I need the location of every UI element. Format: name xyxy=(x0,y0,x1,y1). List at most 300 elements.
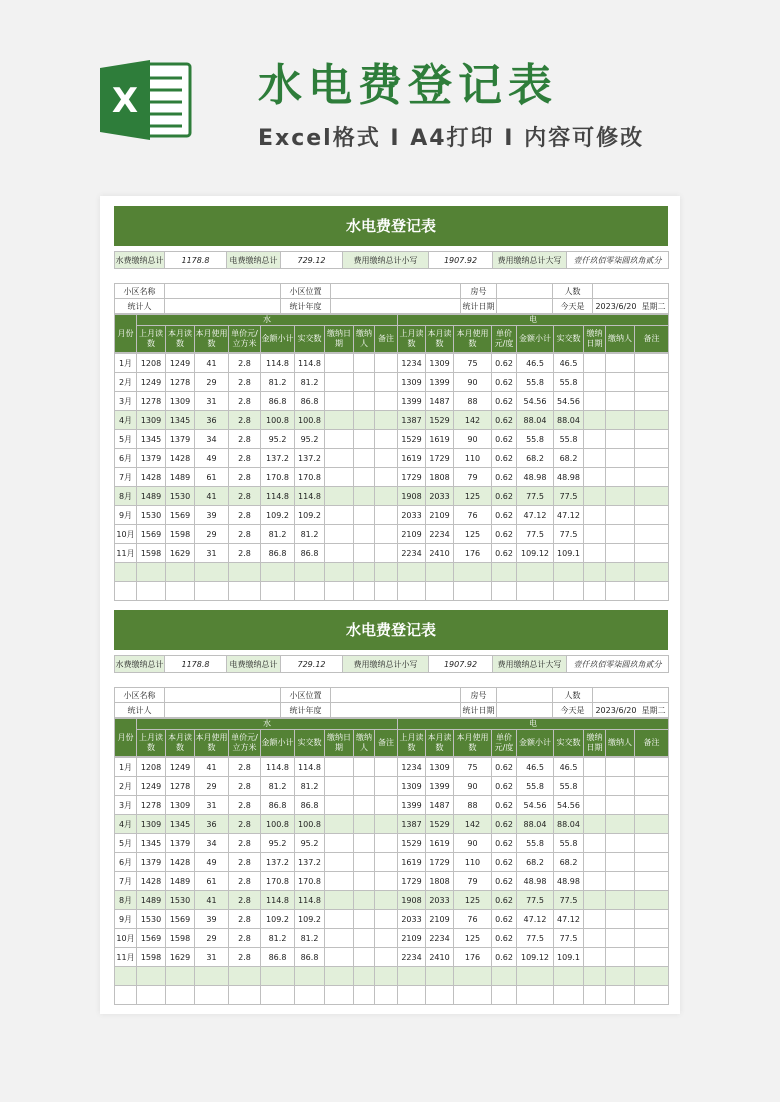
table-cell[interactable] xyxy=(554,967,584,986)
table-cell[interactable]: 0.62 xyxy=(492,872,517,891)
table-cell[interactable]: 2.8 xyxy=(229,853,261,872)
table-cell[interactable]: 81.2 xyxy=(295,525,325,544)
table-cell[interactable] xyxy=(325,449,354,468)
table-cell[interactable]: 88.04 xyxy=(517,411,554,430)
table-cell[interactable]: 125 xyxy=(454,929,492,948)
table-cell[interactable] xyxy=(261,563,295,582)
table-cell[interactable]: 81.2 xyxy=(261,777,295,796)
community-name-value[interactable] xyxy=(165,284,281,299)
table-cell[interactable]: 125 xyxy=(454,525,492,544)
table-cell[interactable]: 1278 xyxy=(137,796,166,815)
table-cell[interactable]: 109.12 xyxy=(517,948,554,967)
table-cell[interactable]: 90 xyxy=(454,373,492,392)
table-cell[interactable]: 114.8 xyxy=(295,891,325,910)
table-cell[interactable] xyxy=(635,449,669,468)
table-cell[interactable]: 0.62 xyxy=(492,948,517,967)
room-no-value[interactable] xyxy=(497,284,553,299)
table-cell[interactable] xyxy=(354,411,375,430)
table-cell[interactable] xyxy=(606,582,635,601)
table-cell[interactable] xyxy=(584,796,606,815)
table-cell[interactable] xyxy=(606,411,635,430)
table-cell[interactable] xyxy=(635,563,669,582)
table-cell[interactable]: 1345 xyxy=(166,411,195,430)
table-cell[interactable]: 0.62 xyxy=(492,430,517,449)
table-cell[interactable] xyxy=(584,411,606,430)
table-cell[interactable]: 142 xyxy=(454,815,492,834)
table-cell[interactable]: 1379 xyxy=(137,449,166,468)
table-cell[interactable] xyxy=(554,582,584,601)
table-cell[interactable]: 1345 xyxy=(137,834,166,853)
table-cell[interactable]: 114.8 xyxy=(261,354,295,373)
table-cell[interactable]: 1387 xyxy=(398,411,426,430)
table-cell[interactable]: 1729 xyxy=(398,468,426,487)
table-cell[interactable]: 48.98 xyxy=(554,872,584,891)
table-cell[interactable]: 100.8 xyxy=(261,411,295,430)
table-cell[interactable] xyxy=(584,430,606,449)
table-cell[interactable]: 114.8 xyxy=(261,758,295,777)
table-cell[interactable]: 1399 xyxy=(398,392,426,411)
table-cell[interactable]: 0.62 xyxy=(492,525,517,544)
table-cell[interactable] xyxy=(354,967,375,986)
table-cell[interactable] xyxy=(635,392,669,411)
table-cell[interactable]: 2.8 xyxy=(229,872,261,891)
table-cell[interactable] xyxy=(295,582,325,601)
community-name-value[interactable] xyxy=(165,688,281,703)
table-cell[interactable]: 125 xyxy=(454,487,492,506)
table-cell[interactable]: 1569 xyxy=(166,910,195,929)
table-cell[interactable]: 176 xyxy=(454,544,492,563)
people-value[interactable] xyxy=(593,284,669,299)
table-cell[interactable]: 86.8 xyxy=(295,948,325,967)
table-cell[interactable]: 1908 xyxy=(398,487,426,506)
table-cell[interactable] xyxy=(325,354,354,373)
people-value[interactable] xyxy=(593,688,669,703)
table-cell[interactable]: 170.8 xyxy=(261,872,295,891)
table-cell[interactable]: 81.2 xyxy=(295,929,325,948)
table-cell[interactable] xyxy=(426,563,454,582)
table-cell[interactable]: 1208 xyxy=(137,354,166,373)
table-cell[interactable] xyxy=(635,544,669,563)
table-cell[interactable] xyxy=(635,777,669,796)
table-cell[interactable]: 39 xyxy=(195,506,229,525)
table-cell[interactable]: 137.2 xyxy=(261,449,295,468)
table-cell[interactable]: 2109 xyxy=(426,506,454,525)
table-cell[interactable]: 76 xyxy=(454,910,492,929)
table-cell[interactable]: 77.5 xyxy=(554,487,584,506)
table-cell[interactable]: 48.98 xyxy=(517,872,554,891)
table-cell[interactable] xyxy=(166,563,195,582)
table-cell[interactable]: 81.2 xyxy=(295,777,325,796)
table-cell[interactable]: 5月 xyxy=(115,430,137,449)
table-cell[interactable] xyxy=(375,815,398,834)
table-cell[interactable] xyxy=(398,986,426,1005)
table-cell[interactable] xyxy=(606,872,635,891)
table-cell[interactable]: 2410 xyxy=(426,544,454,563)
table-cell[interactable] xyxy=(606,910,635,929)
table-cell[interactable] xyxy=(426,582,454,601)
table-cell[interactable]: 2.8 xyxy=(229,891,261,910)
table-cell[interactable] xyxy=(325,796,354,815)
table-cell[interactable] xyxy=(635,506,669,525)
table-cell[interactable]: 1489 xyxy=(166,468,195,487)
table-cell[interactable] xyxy=(354,815,375,834)
table-cell[interactable]: 55.8 xyxy=(554,834,584,853)
table-cell[interactable] xyxy=(426,986,454,1005)
table-cell[interactable] xyxy=(354,525,375,544)
table-cell[interactable]: 176 xyxy=(454,948,492,967)
table-cell[interactable]: 1619 xyxy=(426,430,454,449)
table-cell[interactable] xyxy=(635,411,669,430)
table-cell[interactable]: 95.2 xyxy=(295,430,325,449)
table-cell[interactable]: 88 xyxy=(454,796,492,815)
room-no-value[interactable] xyxy=(497,688,553,703)
table-cell[interactable]: 2.8 xyxy=(229,449,261,468)
table-cell[interactable] xyxy=(375,891,398,910)
table-cell[interactable]: 2.8 xyxy=(229,544,261,563)
table-cell[interactable]: 114.8 xyxy=(295,487,325,506)
table-cell[interactable] xyxy=(325,468,354,487)
table-cell[interactable]: 77.5 xyxy=(517,891,554,910)
table-cell[interactable] xyxy=(354,777,375,796)
table-cell[interactable]: 36 xyxy=(195,411,229,430)
table-cell[interactable] xyxy=(635,986,669,1005)
table-cell[interactable]: 109.12 xyxy=(517,544,554,563)
table-cell[interactable] xyxy=(195,582,229,601)
table-cell[interactable] xyxy=(354,392,375,411)
table-cell[interactable]: 109.1 xyxy=(554,948,584,967)
table-cell[interactable]: 81.2 xyxy=(261,929,295,948)
table-cell[interactable] xyxy=(584,468,606,487)
table-cell[interactable]: 0.62 xyxy=(492,796,517,815)
table-cell[interactable]: 55.8 xyxy=(517,834,554,853)
table-cell[interactable] xyxy=(137,967,166,986)
table-cell[interactable]: 1249 xyxy=(166,354,195,373)
table-cell[interactable] xyxy=(606,967,635,986)
table-cell[interactable]: 2.8 xyxy=(229,525,261,544)
table-cell[interactable]: 114.8 xyxy=(295,354,325,373)
table-cell[interactable]: 1234 xyxy=(398,758,426,777)
table-cell[interactable]: 1808 xyxy=(426,468,454,487)
table-cell[interactable]: 2.8 xyxy=(229,796,261,815)
table-cell[interactable]: 1387 xyxy=(398,815,426,834)
table-cell[interactable]: 7月 xyxy=(115,468,137,487)
table-cell[interactable]: 11月 xyxy=(115,948,137,967)
table-cell[interactable]: 170.8 xyxy=(261,468,295,487)
table-cell[interactable]: 1529 xyxy=(426,815,454,834)
table-cell[interactable] xyxy=(635,853,669,872)
table-cell[interactable]: 1428 xyxy=(166,853,195,872)
table-cell[interactable] xyxy=(398,967,426,986)
table-cell[interactable]: 81.2 xyxy=(261,373,295,392)
table-cell[interactable]: 2109 xyxy=(398,929,426,948)
table-cell[interactable]: 2234 xyxy=(426,929,454,948)
table-cell[interactable] xyxy=(606,948,635,967)
table-cell[interactable]: 0.62 xyxy=(492,392,517,411)
table-cell[interactable]: 0.62 xyxy=(492,834,517,853)
table-cell[interactable]: 1569 xyxy=(137,525,166,544)
table-cell[interactable] xyxy=(454,582,492,601)
table-cell[interactable]: 55.8 xyxy=(554,430,584,449)
table-cell[interactable]: 110 xyxy=(454,449,492,468)
table-cell[interactable] xyxy=(325,853,354,872)
table-cell[interactable]: 10月 xyxy=(115,929,137,948)
table-cell[interactable]: 1598 xyxy=(166,525,195,544)
table-cell[interactable] xyxy=(195,986,229,1005)
table-cell[interactable]: 2.8 xyxy=(229,373,261,392)
table-cell[interactable] xyxy=(584,853,606,872)
table-cell[interactable]: 8月 xyxy=(115,891,137,910)
table-cell[interactable]: 1489 xyxy=(166,872,195,891)
table-cell[interactable] xyxy=(606,354,635,373)
table-cell[interactable]: 46.5 xyxy=(517,758,554,777)
table-cell[interactable]: 1619 xyxy=(398,853,426,872)
table-cell[interactable] xyxy=(325,392,354,411)
elec-total-value[interactable]: 729.12 xyxy=(281,252,343,269)
table-cell[interactable]: 49 xyxy=(195,449,229,468)
stat-person-value[interactable] xyxy=(165,703,281,718)
table-cell[interactable]: 1598 xyxy=(137,544,166,563)
table-cell[interactable]: 2234 xyxy=(398,948,426,967)
table-cell[interactable]: 75 xyxy=(454,758,492,777)
table-cell[interactable]: 1489 xyxy=(137,487,166,506)
table-cell[interactable]: 2.8 xyxy=(229,815,261,834)
table-cell[interactable] xyxy=(492,986,517,1005)
table-cell[interactable] xyxy=(325,430,354,449)
table-cell[interactable]: 137.2 xyxy=(295,449,325,468)
table-cell[interactable] xyxy=(606,449,635,468)
table-cell[interactable] xyxy=(584,582,606,601)
table-cell[interactable] xyxy=(375,354,398,373)
table-cell[interactable]: 1309 xyxy=(426,354,454,373)
table-cell[interactable] xyxy=(325,758,354,777)
table-cell[interactable]: 2033 xyxy=(426,487,454,506)
table-cell[interactable]: 1598 xyxy=(166,929,195,948)
table-cell[interactable]: 31 xyxy=(195,796,229,815)
table-cell[interactable] xyxy=(115,967,137,986)
table-cell[interactable]: 1530 xyxy=(166,891,195,910)
table-cell[interactable]: 86.8 xyxy=(261,948,295,967)
community-location-value[interactable] xyxy=(331,284,461,299)
table-cell[interactable]: 81.2 xyxy=(295,373,325,392)
table-cell[interactable] xyxy=(635,796,669,815)
table-cell[interactable]: 1278 xyxy=(166,777,195,796)
table-cell[interactable] xyxy=(606,563,635,582)
table-cell[interactable]: 2.8 xyxy=(229,948,261,967)
table-cell[interactable] xyxy=(584,948,606,967)
table-cell[interactable] xyxy=(635,948,669,967)
table-cell[interactable]: 1619 xyxy=(398,449,426,468)
fee-big-value[interactable]: 壹仟玖佰零柒圆玖角贰分 xyxy=(567,656,669,673)
table-cell[interactable]: 11月 xyxy=(115,544,137,563)
table-cell[interactable]: 0.62 xyxy=(492,449,517,468)
table-cell[interactable]: 61 xyxy=(195,872,229,891)
table-cell[interactable] xyxy=(375,872,398,891)
table-cell[interactable] xyxy=(375,411,398,430)
table-cell[interactable] xyxy=(166,967,195,986)
stat-person-value[interactable] xyxy=(165,299,281,314)
table-cell[interactable] xyxy=(606,468,635,487)
table-cell[interactable]: 1530 xyxy=(137,910,166,929)
table-cell[interactable]: 5月 xyxy=(115,834,137,853)
table-cell[interactable]: 1309 xyxy=(398,373,426,392)
table-cell[interactable] xyxy=(137,563,166,582)
table-cell[interactable] xyxy=(354,834,375,853)
table-cell[interactable]: 170.8 xyxy=(295,872,325,891)
table-cell[interactable] xyxy=(375,487,398,506)
table-cell[interactable]: 81.2 xyxy=(261,525,295,544)
table-cell[interactable] xyxy=(354,487,375,506)
table-cell[interactable] xyxy=(295,967,325,986)
table-cell[interactable]: 54.56 xyxy=(517,796,554,815)
table-cell[interactable]: 1569 xyxy=(166,506,195,525)
table-cell[interactable] xyxy=(584,872,606,891)
table-cell[interactable]: 2.8 xyxy=(229,929,261,948)
table-cell[interactable]: 68.2 xyxy=(554,449,584,468)
table-cell[interactable]: 47.12 xyxy=(554,910,584,929)
table-cell[interactable] xyxy=(606,487,635,506)
table-cell[interactable]: 77.5 xyxy=(554,891,584,910)
table-cell[interactable]: 0.62 xyxy=(492,506,517,525)
table-cell[interactable]: 1729 xyxy=(426,449,454,468)
table-cell[interactable] xyxy=(325,834,354,853)
table-cell[interactable]: 2109 xyxy=(398,525,426,544)
table-cell[interactable] xyxy=(295,563,325,582)
table-cell[interactable]: 34 xyxy=(195,430,229,449)
water-total-value[interactable]: 1178.8 xyxy=(165,656,227,673)
table-cell[interactable]: 1489 xyxy=(137,891,166,910)
table-cell[interactable]: 2234 xyxy=(398,544,426,563)
table-cell[interactable] xyxy=(584,986,606,1005)
table-cell[interactable] xyxy=(584,891,606,910)
table-cell[interactable] xyxy=(137,582,166,601)
table-cell[interactable] xyxy=(354,449,375,468)
table-cell[interactable] xyxy=(635,834,669,853)
table-cell[interactable]: 0.62 xyxy=(492,411,517,430)
table-cell[interactable] xyxy=(229,986,261,1005)
table-cell[interactable] xyxy=(454,563,492,582)
table-cell[interactable]: 1249 xyxy=(137,373,166,392)
table-cell[interactable]: 137.2 xyxy=(261,853,295,872)
table-cell[interactable] xyxy=(398,563,426,582)
table-cell[interactable] xyxy=(375,449,398,468)
table-cell[interactable] xyxy=(606,796,635,815)
table-cell[interactable]: 8月 xyxy=(115,487,137,506)
table-cell[interactable]: 68.2 xyxy=(554,853,584,872)
table-cell[interactable]: 1729 xyxy=(426,853,454,872)
table-cell[interactable] xyxy=(454,986,492,1005)
table-cell[interactable]: 2.8 xyxy=(229,506,261,525)
table-cell[interactable]: 2033 xyxy=(398,506,426,525)
table-cell[interactable] xyxy=(606,544,635,563)
table-cell[interactable]: 1569 xyxy=(137,929,166,948)
table-cell[interactable] xyxy=(166,582,195,601)
table-cell[interactable]: 1529 xyxy=(398,834,426,853)
table-cell[interactable] xyxy=(354,544,375,563)
elec-total-value[interactable]: 729.12 xyxy=(281,656,343,673)
table-cell[interactable] xyxy=(492,967,517,986)
table-cell[interactable] xyxy=(354,582,375,601)
stat-date-value[interactable] xyxy=(497,703,553,718)
table-cell[interactable]: 31 xyxy=(195,948,229,967)
table-cell[interactable]: 9月 xyxy=(115,506,137,525)
table-cell[interactable]: 46.5 xyxy=(554,758,584,777)
table-cell[interactable]: 1487 xyxy=(426,796,454,815)
table-cell[interactable]: 2.8 xyxy=(229,777,261,796)
table-cell[interactable] xyxy=(354,853,375,872)
table-cell[interactable]: 36 xyxy=(195,815,229,834)
table-cell[interactable] xyxy=(584,354,606,373)
table-cell[interactable] xyxy=(325,815,354,834)
table-cell[interactable] xyxy=(261,967,295,986)
table-cell[interactable]: 6月 xyxy=(115,853,137,872)
table-cell[interactable] xyxy=(325,929,354,948)
table-cell[interactable] xyxy=(229,582,261,601)
table-cell[interactable] xyxy=(606,373,635,392)
table-cell[interactable]: 95.2 xyxy=(261,834,295,853)
table-cell[interactable] xyxy=(375,910,398,929)
table-cell[interactable]: 95.2 xyxy=(295,834,325,853)
table-cell[interactable]: 3月 xyxy=(115,392,137,411)
table-cell[interactable]: 47.12 xyxy=(554,506,584,525)
table-cell[interactable] xyxy=(635,430,669,449)
table-cell[interactable] xyxy=(584,449,606,468)
table-cell[interactable]: 55.8 xyxy=(554,777,584,796)
table-cell[interactable]: 95.2 xyxy=(261,430,295,449)
table-cell[interactable]: 54.56 xyxy=(554,392,584,411)
table-cell[interactable]: 109.2 xyxy=(295,506,325,525)
table-cell[interactable] xyxy=(375,777,398,796)
table-cell[interactable]: 2033 xyxy=(398,910,426,929)
table-cell[interactable]: 2.8 xyxy=(229,758,261,777)
table-cell[interactable]: 29 xyxy=(195,525,229,544)
table-cell[interactable] xyxy=(635,967,669,986)
table-cell[interactable] xyxy=(375,563,398,582)
table-cell[interactable]: 39 xyxy=(195,910,229,929)
table-cell[interactable] xyxy=(584,506,606,525)
table-cell[interactable]: 2.8 xyxy=(229,430,261,449)
table-cell[interactable]: 46.5 xyxy=(517,354,554,373)
table-cell[interactable] xyxy=(375,834,398,853)
table-cell[interactable] xyxy=(635,354,669,373)
table-cell[interactable]: 114.8 xyxy=(261,487,295,506)
table-cell[interactable]: 1309 xyxy=(426,758,454,777)
table-cell[interactable]: 86.8 xyxy=(295,796,325,815)
table-cell[interactable]: 1379 xyxy=(166,834,195,853)
table-cell[interactable] xyxy=(325,948,354,967)
table-cell[interactable] xyxy=(606,986,635,1005)
table-cell[interactable] xyxy=(375,948,398,967)
table-cell[interactable]: 31 xyxy=(195,544,229,563)
table-cell[interactable]: 77.5 xyxy=(517,487,554,506)
table-cell[interactable]: 0.62 xyxy=(492,929,517,948)
table-cell[interactable]: 68.2 xyxy=(517,449,554,468)
table-cell[interactable]: 88.04 xyxy=(554,411,584,430)
table-cell[interactable]: 41 xyxy=(195,354,229,373)
table-cell[interactable]: 1月 xyxy=(115,758,137,777)
table-cell[interactable]: 41 xyxy=(195,891,229,910)
water-total-value[interactable]: 1178.8 xyxy=(165,252,227,269)
table-cell[interactable]: 1399 xyxy=(426,373,454,392)
table-cell[interactable]: 86.8 xyxy=(261,392,295,411)
table-cell[interactable]: 9月 xyxy=(115,910,137,929)
table-cell[interactable]: 29 xyxy=(195,929,229,948)
table-cell[interactable]: 34 xyxy=(195,834,229,853)
table-cell[interactable] xyxy=(375,468,398,487)
table-cell[interactable] xyxy=(606,430,635,449)
table-cell[interactable]: 1249 xyxy=(166,758,195,777)
table-cell[interactable] xyxy=(325,582,354,601)
table-cell[interactable] xyxy=(635,891,669,910)
